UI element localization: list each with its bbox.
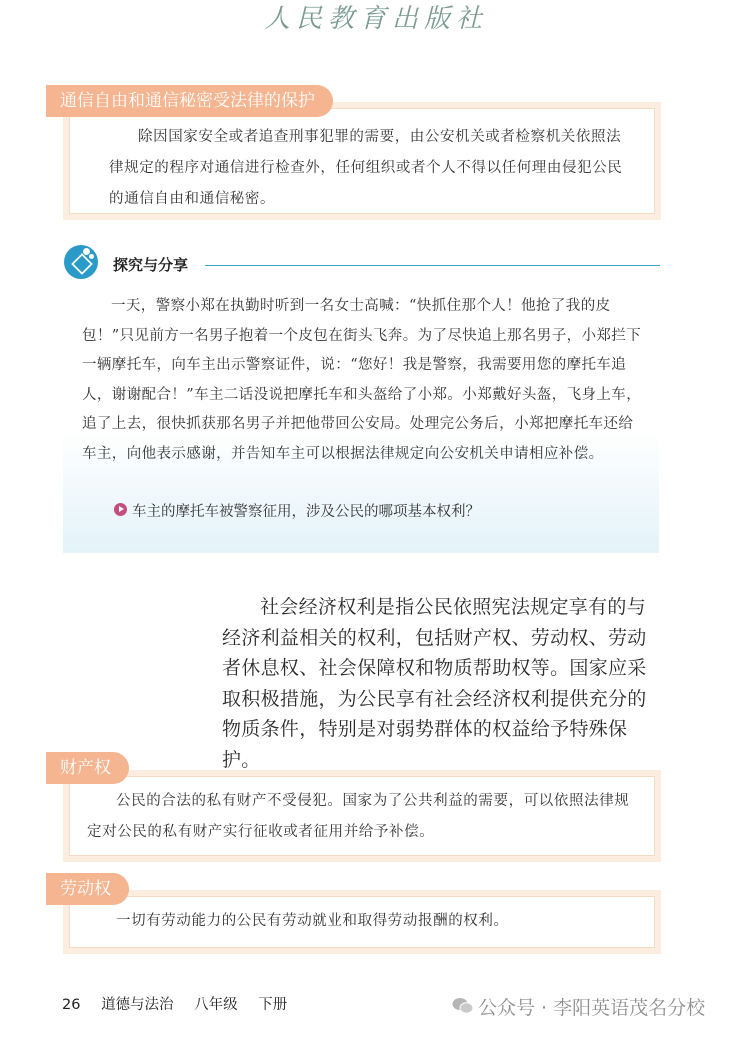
publisher-logo: 人民教育出版社 <box>263 4 488 34</box>
law-box-labor <box>63 890 661 954</box>
law-box-property <box>63 770 661 862</box>
explore-cube-icon <box>64 245 98 279</box>
wechat-icon <box>452 997 474 1015</box>
grade-label: 八年级 <box>194 997 238 1013</box>
watermark-text: 公众号 · 李阳英语茂名分校 <box>478 997 706 1019</box>
page-footer <box>62 993 303 1014</box>
main-paragraph: 社会经济权利是指公民依照宪法规定享有的与经济利益相关的权利，包括财产权、劳动权、劳动者休息权、社会保障权和物质帮助权等。国家应采取积极措施，为公民享有社会经济权利提供充分的物质条件，特别是对弱势群体的权益给予特殊保护。 <box>222 596 647 771</box>
page-number: 26 <box>62 997 81 1013</box>
explore-divider <box>205 265 660 266</box>
play-bullet-icon <box>114 503 127 516</box>
law-tag-labor: 劳动权 <box>46 873 129 905</box>
book-title: 道德与法治 <box>101 997 174 1013</box>
volume-label: 下册 <box>258 997 288 1013</box>
law-box-communication <box>63 102 661 220</box>
explore-title: 探究与分享 <box>113 256 189 274</box>
explore-question: 车主的摩托车被警察征用，涉及公民的哪项基本权利？ <box>132 504 480 520</box>
law-text-communication: 除因国家安全或者追查刑事犯罪的需要，由公安机关或者检察机关依照法律规定的程序对通信进行检查外，任何组织或者个人不得以任何理由侵犯公民的通信自由和通信秘密。 <box>109 129 623 207</box>
law-text-property: 公民的合法的私有财产不受侵犯。国家为了公共利益的需要，可以依照法律规定对公民的私有财产实行征收或者征用并给予补偿。 <box>87 793 630 840</box>
law-text-labor: 一切有劳动能力的公民有劳动就业和取得劳动报酬的权利。 <box>116 913 509 929</box>
explore-story: 一天，警察小郑在执勤时听到一名女士高喊：“快抓住那个人！他抢了我的皮包！”只见前方一名男子抱着一个皮包在街头飞奔。为了尽快追上那名男子，小郑拦下一辆摩托车，向车主出示警察证件，说：“您好！我是警察，我需要用您的摩托车追人，谢谢配合！”车主二话没说把摩托车和头盔给了小郑。小郑戴好头盔，飞身上车，追了上去，很快抓获那名男子并把他带回公安局。处理完公务后，小郑把摩托车还给车主，向他表示感谢，并告知车主可以根据法律规定向公安机关申请相应补偿。 <box>82 298 642 462</box>
law-tag-property: 财产权 <box>46 752 129 784</box>
law-tag-communication: 通信自由和通信秘密受法律的保护 <box>46 85 333 117</box>
